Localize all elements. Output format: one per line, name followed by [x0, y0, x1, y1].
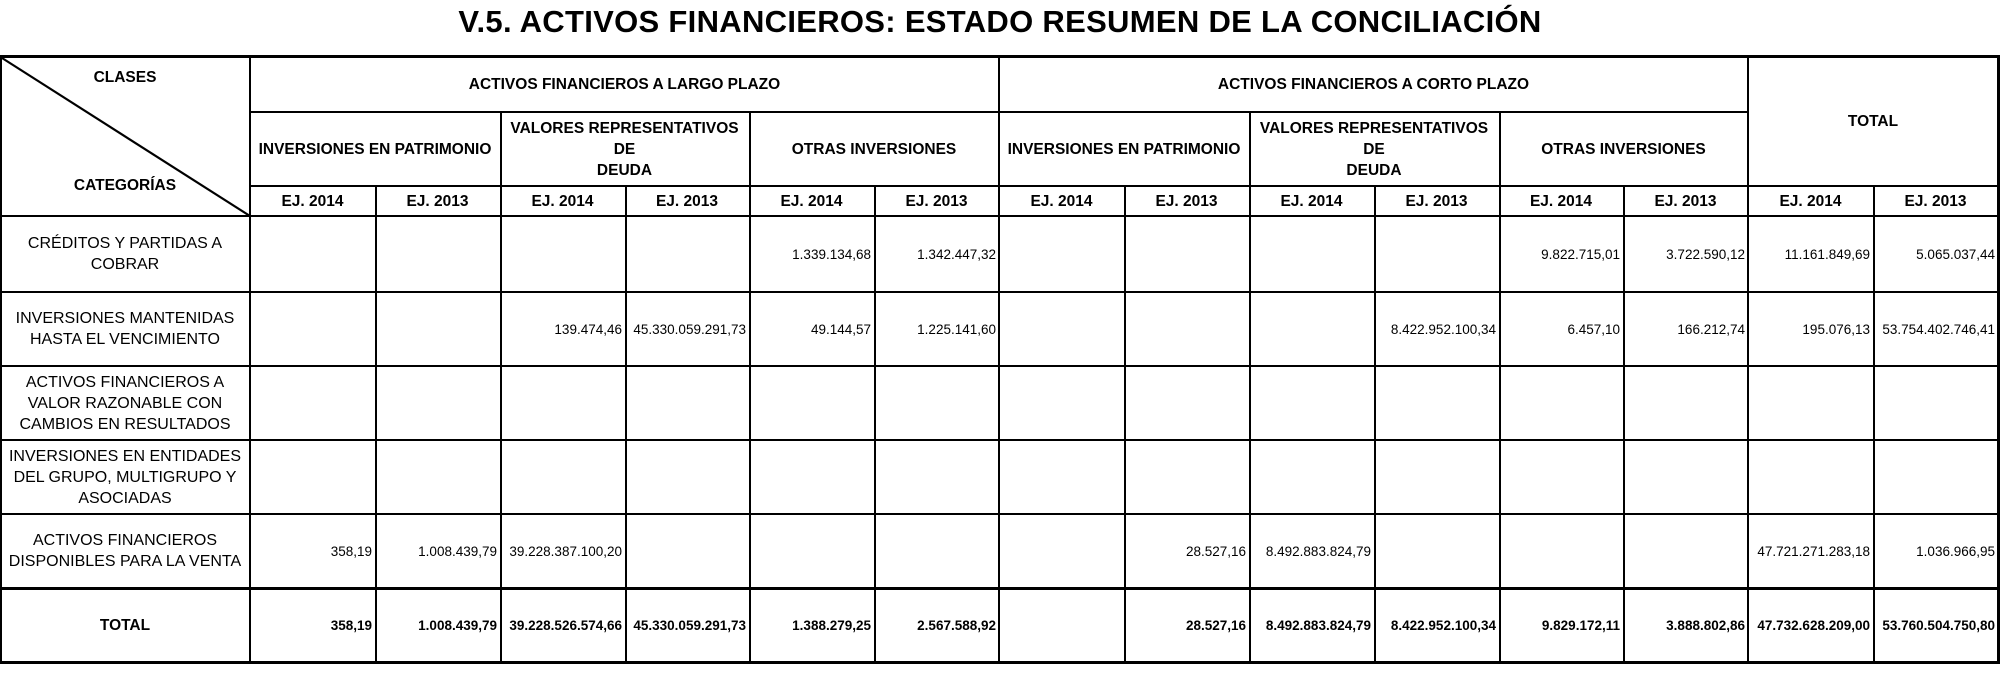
subgroup-header [749, 112, 999, 186]
table-cell [1499, 292, 1623, 366]
table-cell-text: 1.339.134,68 [792, 246, 871, 262]
subgroup-header [1499, 112, 1748, 186]
table-cell [500, 514, 625, 588]
subgroup-header-text: VALORES REPRESENTATIVOS DE DEUDA [1259, 119, 1489, 179]
table-cell [375, 292, 500, 366]
table-cell [999, 514, 1124, 588]
year-header-text: EJ. 2013 [406, 192, 469, 210]
table-cell [375, 216, 500, 292]
year-header-text: EJ. 2014 [780, 192, 843, 210]
year-header [375, 186, 500, 216]
table-cell [500, 366, 625, 440]
year-header-text: EJ. 2014 [1280, 192, 1343, 210]
year-header [1124, 186, 1249, 216]
table-cell [1249, 366, 1374, 440]
table-cell [1374, 366, 1499, 440]
group-total-text: TOTAL [1847, 112, 1899, 130]
table-cell [1124, 216, 1249, 292]
group-corto-plazo-text: ACTIVOS FINANCIEROS A CORTO PLAZO [1217, 75, 1530, 93]
table-cell [1374, 440, 1499, 514]
year-header-text: EJ. 2013 [905, 192, 968, 210]
year-header-text: EJ. 2014 [1030, 192, 1093, 210]
table-cell [999, 292, 1124, 366]
table-cell [1499, 366, 1623, 440]
table-cell [1124, 292, 1249, 366]
total-row-label-text: TOTAL [99, 616, 151, 634]
table-cell [1748, 514, 1873, 588]
table-cell [625, 440, 749, 514]
group-largo-plazo-text: ACTIVOS FINANCIEROS A LARGO PLAZO [468, 75, 781, 93]
total-cell [1249, 588, 1374, 662]
grid-line [874, 186, 876, 662]
table-cell [375, 514, 500, 588]
grid-line [0, 56, 2, 662]
table-cell [625, 216, 749, 292]
table-cell-text: 28.527,16 [1185, 543, 1246, 559]
table-cell [500, 216, 625, 292]
table-cell-text: 139.474,46 [554, 321, 622, 337]
corner-categorias-text: CATEGORÍAS [73, 176, 177, 194]
table-cell [1623, 292, 1748, 366]
table-cell [999, 366, 1124, 440]
year-header-text: EJ. 2013 [655, 192, 719, 210]
table-cell [500, 440, 625, 514]
corner-clases [40, 64, 210, 90]
reconciliation-table [0, 56, 1995, 664]
table-cell [749, 514, 874, 588]
table-cell [625, 366, 749, 440]
table-cell-text: 47.721.271.283,18 [1757, 543, 1870, 559]
table-cell [1873, 366, 1998, 440]
subgroup-header [500, 112, 749, 186]
table-cell-text: 9.822.715,01 [1541, 246, 1620, 262]
table-cell-text: 49.144,57 [810, 321, 871, 337]
total-cell-text: 3.888.802,86 [1666, 617, 1745, 633]
row-label [0, 366, 250, 440]
subgroup-header-text: OTRAS INVERSIONES [1541, 140, 1706, 158]
subgroup-header-text: VALORES REPRESENTATIVOS DE DEUDA [510, 119, 739, 179]
grid-line [1623, 186, 1625, 662]
table-cell [625, 514, 749, 588]
total-cell [1873, 588, 1998, 662]
year-header [500, 186, 625, 216]
table-cell-text: 1.342.447,32 [917, 246, 996, 262]
table-cell-text: 195.076,13 [1802, 321, 1870, 337]
total-cell-text: 28.527,16 [1185, 617, 1246, 633]
grid-line [1124, 186, 1126, 662]
total-cell [1124, 588, 1249, 662]
year-header-text: EJ. 2014 [1779, 192, 1842, 210]
year-header [250, 186, 375, 216]
grid-line [998, 56, 1000, 662]
table-cell [749, 440, 874, 514]
total-cell [999, 588, 1124, 662]
grid-line [0, 55, 2000, 58]
row-label [0, 292, 250, 366]
subgroup-header-text: INVERSIONES EN PATRIMONIO [258, 140, 492, 158]
table-cell [500, 292, 625, 366]
row-label [0, 216, 250, 292]
table-cell [1623, 366, 1748, 440]
table-cell [999, 216, 1124, 292]
grid-line [1374, 186, 1376, 662]
total-cell [1748, 588, 1873, 662]
grid-line [749, 112, 751, 662]
year-header-text: EJ. 2014 [1529, 192, 1593, 210]
table-cell-text: 3.722.590,12 [1666, 246, 1745, 262]
year-header [1623, 186, 1748, 216]
table-cell-text: 6.457,10 [1567, 321, 1620, 337]
group-total [1748, 56, 1998, 186]
table-cell [874, 216, 999, 292]
total-row-label [0, 588, 250, 662]
table-cell [375, 440, 500, 514]
table-cell [1873, 440, 1998, 514]
table-cell [874, 292, 999, 366]
year-header [625, 186, 749, 216]
table-cell [1873, 292, 1998, 366]
table-cell-text: 166.212,74 [1677, 321, 1745, 337]
table-cell-text: 8.492.883.824,79 [1265, 543, 1371, 559]
subgroup-header-text: OTRAS INVERSIONES [791, 140, 957, 158]
table-cell-text: 8.422.952.100,34 [1390, 321, 1496, 337]
total-cell [1374, 588, 1499, 662]
table-cell-text: 45.330.059.291,73 [633, 321, 746, 337]
grid-line [1499, 112, 1501, 662]
row-label [0, 514, 250, 588]
total-cell [625, 588, 749, 662]
table-cell [1249, 514, 1374, 588]
total-cell-text: 2.567.588,92 [917, 617, 996, 633]
group-largo-plazo [250, 56, 999, 112]
total-cell [250, 588, 375, 662]
year-header-text: EJ. 2014 [281, 192, 344, 210]
table-cell [1249, 440, 1374, 514]
year-header [749, 186, 874, 216]
total-cell-text: 45.330.059.291,73 [633, 617, 746, 633]
table-cell [1623, 216, 1748, 292]
year-header [1748, 186, 1873, 216]
row-label-text: ACTIVOS FINANCIEROS DISPONIBLES PARA LA VENTA [8, 532, 242, 570]
table-cell [1873, 216, 1998, 292]
table-cell [1124, 366, 1249, 440]
table-cell [874, 514, 999, 588]
table-cell-text: 1.008.439,79 [418, 543, 497, 559]
table-cell [874, 366, 999, 440]
table-cell [1124, 514, 1249, 588]
subgroup-header-text: INVERSIONES EN PATRIMONIO [1007, 140, 1241, 158]
total-cell [1499, 588, 1623, 662]
table-cell [1873, 514, 1998, 588]
table-cell [250, 440, 375, 514]
year-header [874, 186, 999, 216]
total-cell-text: 53.760.504.750,80 [1882, 617, 1995, 633]
table-cell [1499, 216, 1623, 292]
subgroup-header [250, 112, 500, 186]
table-cell [250, 216, 375, 292]
total-cell-text: 9.829.172,11 [1541, 617, 1620, 633]
table-cell [1374, 292, 1499, 366]
total-cell [874, 588, 999, 662]
row-label-text: ACTIVOS FINANCIEROS A VALOR RAZONABLE CON CAMBIOS EN RESULTADOS [19, 373, 231, 433]
table-cell [625, 292, 749, 366]
total-cell-text: 8.492.883.824,79 [1265, 617, 1371, 633]
table-cell [1499, 514, 1623, 588]
year-header-text: EJ. 2013 [1405, 192, 1468, 210]
table-cell-text: 1.225.141,60 [917, 321, 996, 337]
table-cell [1499, 440, 1623, 514]
row-label-text: CRÉDITOS Y PARTIDAS A COBRAR [27, 235, 223, 273]
table-cell-text: 11.161.849,69 [1784, 246, 1870, 262]
grid-line [500, 112, 502, 662]
year-header [999, 186, 1124, 216]
row-label [0, 440, 250, 514]
table-cell [1124, 440, 1249, 514]
table-cell [1748, 366, 1873, 440]
year-header-text: EJ. 2013 [1904, 192, 1967, 210]
total-cell-text: 1.388.279,25 [792, 617, 871, 633]
table-cell [999, 440, 1124, 514]
year-header-text: EJ. 2013 [1654, 192, 1717, 210]
grid-line [375, 186, 377, 662]
year-header [1374, 186, 1499, 216]
grid-line [0, 661, 2000, 664]
table-cell [1748, 216, 1873, 292]
year-header [1873, 186, 1998, 216]
grid-line [1747, 56, 1749, 662]
grid-line [1249, 112, 1251, 662]
table-cell [1374, 514, 1499, 588]
table-cell [375, 366, 500, 440]
table-cell [874, 440, 999, 514]
table-cell-text: 1.036.966,95 [1916, 543, 1995, 559]
total-cell-text: 47.732.628.209,00 [1757, 617, 1870, 633]
table-cell [1748, 292, 1873, 366]
table-cell-text: 53.754.402.746,41 [1882, 321, 1995, 337]
corner-categorias [20, 172, 230, 198]
table-cell [1748, 440, 1873, 514]
table-cell-text: 5.065.037,44 [1916, 246, 1995, 262]
table-cell [1374, 216, 1499, 292]
corner-clases-text: CLASES [93, 68, 157, 86]
table-cell [250, 292, 375, 366]
total-cell [1623, 588, 1748, 662]
year-header [1249, 186, 1374, 216]
table-cell-text: 39.228.387.100,20 [509, 543, 622, 559]
total-cell-text: 8.422.952.100,34 [1390, 617, 1496, 633]
table-cell [1623, 514, 1748, 588]
page-title: V.5. ACTIVOS FINANCIEROS: ESTADO RESUMEN DE LA CONCILIACIÓN [458, 4, 1542, 39]
table-cell [1623, 440, 1748, 514]
grid-line [625, 186, 627, 662]
subgroup-header [999, 112, 1249, 186]
total-cell [375, 588, 500, 662]
table-cell [250, 366, 375, 440]
table-cell [250, 514, 375, 588]
year-header-text: EJ. 2013 [1155, 192, 1218, 210]
total-cell-text: 1.008.439,79 [418, 617, 497, 633]
subgroup-header [1249, 112, 1499, 186]
table-cell [749, 292, 874, 366]
total-cell [749, 588, 874, 662]
table-cell-text: 358,19 [330, 543, 372, 559]
total-cell [500, 588, 625, 662]
year-header [1499, 186, 1623, 216]
grid-line [1873, 186, 1875, 662]
row-label-text: INVERSIONES MANTENIDAS HASTA EL VENCIMIENTO [15, 310, 235, 348]
table-cell [1249, 216, 1374, 292]
table-cell [749, 366, 874, 440]
total-cell-text: 358,19 [330, 617, 372, 633]
table-cell [1249, 292, 1374, 366]
group-corto-plazo [999, 56, 1748, 112]
year-header-text: EJ. 2014 [531, 192, 594, 210]
table-cell [749, 216, 874, 292]
row-label-text: INVERSIONES EN ENTIDADES DEL GRUPO, MULTIGRUPO Y ASOCIADAS [8, 447, 242, 507]
total-cell-text: 39.228.526.574,66 [509, 617, 622, 633]
grid-line [249, 56, 251, 662]
